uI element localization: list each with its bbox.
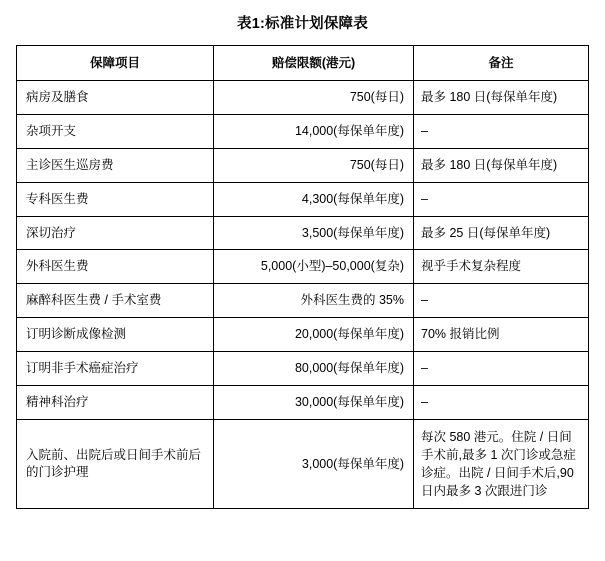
table-row [17,284,589,318]
column-header-limit: 赔偿限额(港元) [214,46,414,81]
cell-item: 外科医生费 [17,250,214,284]
cell-item: 病房及膳食 [17,81,214,115]
table-row [17,318,589,352]
cell-item: 精神科治疗 [17,385,214,419]
table-row [17,419,589,509]
cell-remark: 70% 报销比例 [414,318,589,352]
table-row [17,352,589,386]
cell-limit: 20,000(每保单年度) [214,318,414,352]
cell-item: 订明诊断成像检测 [17,318,214,352]
table-body [17,81,589,509]
cell-limit: 80,000(每保单年度) [214,352,414,386]
cell-remark: 最多 25 日(每保单年度) [414,216,589,250]
cell-remark: 最多 180 日(每保单年度) [414,81,589,115]
table-row [17,114,589,148]
cell-remark: – [414,284,589,318]
cell-remark: – [414,385,589,419]
cell-item: 专科医生费 [17,182,214,216]
table-row [17,250,589,284]
cell-item: 深切治疗 [17,216,214,250]
cell-limit: 750(每日) [214,81,414,115]
table-row [17,182,589,216]
cell-limit: 5,000(小型)–50,000(复杂) [214,250,414,284]
cell-limit: 30,000(每保单年度) [214,385,414,419]
page-title: 表1:标准计划保障表 [237,16,368,32]
column-header-remark: 备注 [414,46,589,81]
cell-remark: – [414,182,589,216]
table-row [17,216,589,250]
benefit-table [16,45,589,509]
table-row [17,148,589,182]
cell-limit: 14,000(每保单年度) [214,114,414,148]
cell-remark: 每次 580 港元。住院 / 日间手术前,最多 1 次门诊或急症诊症。出院 / 日间手术后,90 日内最多 3 次跟进门诊 [414,419,589,509]
table-row [17,385,589,419]
cell-limit: 750(每日) [214,148,414,182]
column-header-item: 保障项目 [17,46,214,81]
cell-remark: 最多 180 日(每保单年度) [414,148,589,182]
cell-item: 麻醉科医生费 / 手术室费 [17,284,214,318]
cell-limit: 外科医生费的 35% [214,284,414,318]
cell-limit: 4,300(每保单年度) [214,182,414,216]
table-row [17,81,589,115]
cell-item: 入院前、出院后或日间手术前后的门诊护理 [17,419,214,509]
cell-remark: – [414,352,589,386]
cell-remark: 视乎手术复杂程度 [414,250,589,284]
cell-item: 订明非手术癌症治疗 [17,352,214,386]
cell-item: 主诊医生巡房费 [17,148,214,182]
table-header-row [17,46,589,81]
cell-limit: 3,500(每保单年度) [214,216,414,250]
cell-limit: 3,000(每保单年度) [214,419,414,509]
cell-item: 杂项开支 [17,114,214,148]
cell-remark: – [414,114,589,148]
